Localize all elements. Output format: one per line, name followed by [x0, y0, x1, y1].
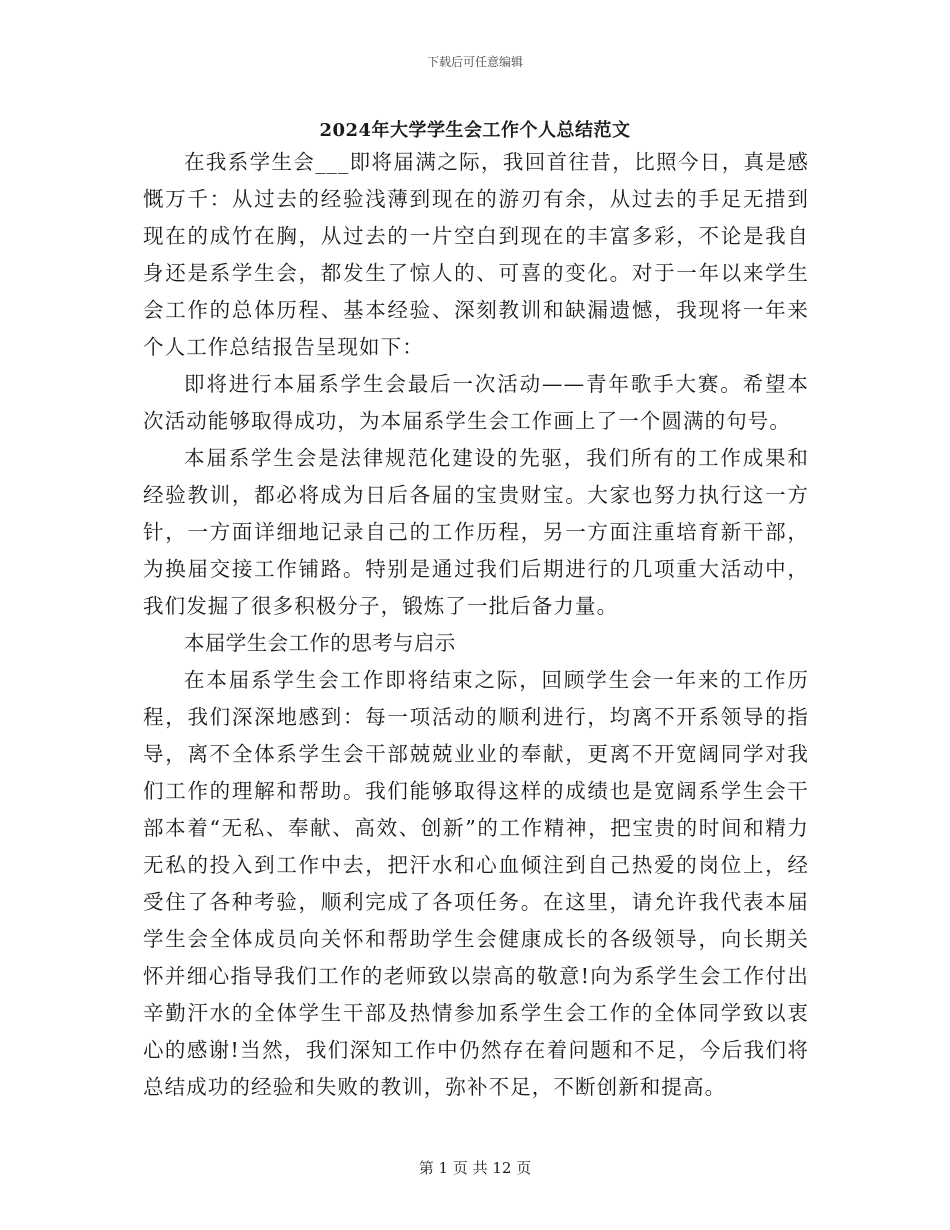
- document-title: 2024年大学学生会工作个人总结范文: [319, 120, 631, 141]
- section-heading-reflection: 本届学生会工作的思考与启示: [184, 631, 456, 655]
- document-body: [143, 144, 809, 1106]
- paragraph-reflection: 在本届系学生会工作即将结束之际，回顾学生会一年来的工作历程，我们深深地感到：每一项活动的顺利进行，均离不开系领导的指导，离不全体系学生会干部兢兢业业的奉献，更离不开宽阔同学对我们工作的理解和帮助。我们能够取得这样的成绩也是宽阔系学生会干部本着“无私、奉献、高效、创新”的工作精神，把宝贵的时间和精力无私的投入到工作中去，把汗水和心血倾注到自己热爱的岗位上，经受住了各种考验，顺利完成了各项任务。在这里，请允许我代表本届学生会全体成员向关怀和帮助学生会健康成长的各级领导，向长期关怀并细心指导我们工作的老师致以崇高的敬意!向为系学生会工作付出辛勤汗水的全体学生干部及热情参加系学生会工作的全体同学致以衷心的感谢!当然，我们深知工作中仍然存在着问题和不足，今后我们将总结成功的经验和失败的教训，弥补不足，不断创新和提高。: [143, 668, 809, 1099]
- page-number: 第 1 页 共 12 页: [418, 1159, 532, 1177]
- paragraph-intro: 在我系学生会___即将届满之际，我回首往昔，比照今日，真是感慨万千：从过去的经验浅薄到现在的游刃有余，从过去的手足无措到现在的成竹在胸，从过去的一片空白到现在的丰富多彩，不论是我自身还是系学生会，都发生了惊人的、可喜的变化。对于一年以来学生会工作的总体历程、基本经验、深刻教训和缺漏遗憾，我现将一年来个人工作总结报告呈现如下：: [143, 150, 809, 359]
- paragraph-pioneer: 本届系学生会是法律规范化建设的先驱，我们所有的工作成果和经验教训，都必将成为日后各届的宝贵财宝。大家也努力执行这一方针，一方面详细地记录自己的工作历程，另一方面注重培育新干部，为换届交接工作铺路。特别是通过我们后期进行的几项重大活动中，我们发掘了很多积极分子，锻炼了一批后备力量。: [143, 446, 809, 618]
- paragraph-final-activity: 即将进行本届系学生会最后一次活动——青年歌手大赛。希望本次活动能够取得成功，为本届系学生会工作画上了一个圆满的句号。: [143, 372, 809, 433]
- header-note: 下载后可任意编辑: [426, 55, 523, 69]
